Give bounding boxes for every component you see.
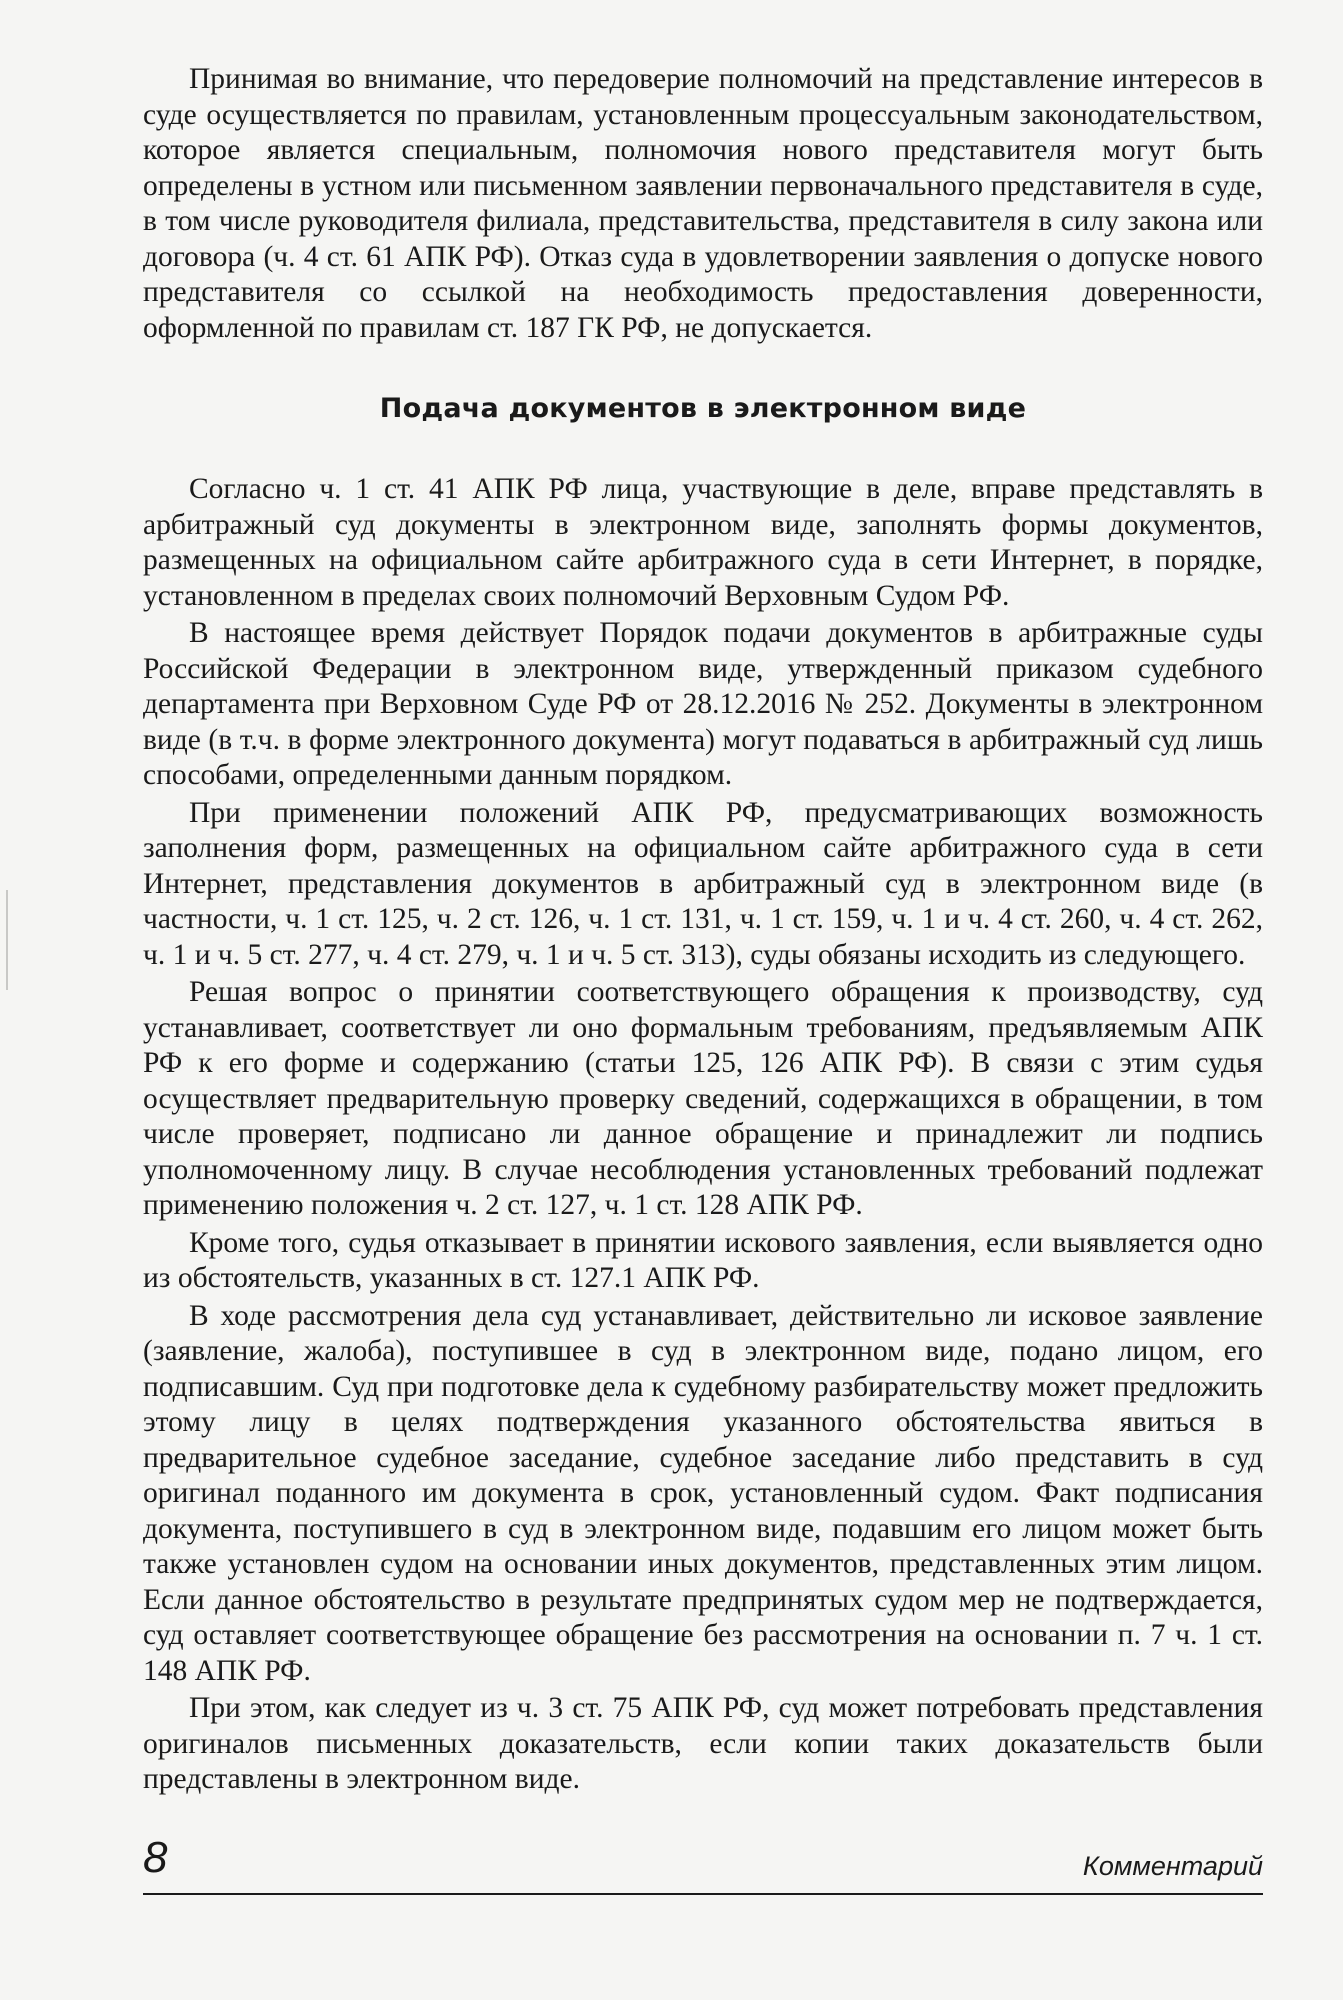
footer-divider — [143, 1893, 1263, 1895]
body-paragraph: Согласно ч. 1 ст. 41 АПК РФ лица, участвующие в деле, вправе представлять в арбитражный суд документы в электронном виде, заполнять формы документов, размещенных на официальном сайте арбитражного суда в сети Интернет, в порядке, установленном в пределах своих полномочий Верховным Судом РФ. — [143, 473, 1263, 612]
body-paragraph: В настоящее время действует Порядок подачи документов в арбитражные суды Российской Федерации в электронном виде, утвержденный приказом судебного департамента при Верховном Суде РФ от 28.12.2016 № 252. Документы в электронном виде (в т.ч. в форме электронного документа) могут подаваться в арбитражный суд лишь способами, определенными данным порядком. — [143, 617, 1263, 791]
page-body — [143, 62, 1263, 1798]
body-paragraph: Решая вопрос о принятии соответствующего обращения к производству, суд устанавливает, соответствует ли оно формальным требованиям, предъявляемым АПК РФ к его форме и содержанию (статьи 125, 126 АПК РФ). В связи с этим судья осуществляет предварительную проверку сведений, содержащихся в обращении, в том числе проверяет, подписано ли данное обращение и принадлежит ли подпись уполномоченному лицу. В случае несоблюдения установленных требований подлежат применению положения ч. 2 ст. 127, ч. 1 ст. 128 АПК РФ. — [143, 976, 1263, 1221]
page-number: 8 — [143, 1833, 168, 1882]
body-paragraph: При этом, как следует из ч. 3 ст. 75 АПК РФ, суд может потребовать представления оригиналов письменных доказательств, если копии таких доказательств были представлены в электронном виде. — [143, 1692, 1263, 1795]
body-paragraph: При применении положений АПК РФ, предусматривающих возможность заполнения форм, размещенных на официальном сайте арбитражного суда в сети Интернет, представления документов в арбитражный суд в электронном виде (в частности, ч. 1 ст. 125, ч. 2 ст. 126, ч. 1 ст. 131, ч. 1 ст. 159, ч. 1 и ч. 4 ст. 260, ч. 4 ст. 262, ч. 1 и ч. 5 ст. 277, ч. 4 ст. 279, ч. 1 и ч. 5 ст. 313), суды обязаны исходить из следующего. — [143, 796, 1263, 971]
running-footer-title: Комментарий — [1082, 1851, 1263, 1881]
body-paragraph: Принимая во внимание, что передоверие полномочий на представление интересов в суде осуществляется по правилам, установленным процессуальным законодательством, которое является специальным, полномочия нового представителя могут быть определены в устном или письменном заявлении первоначального представителя в суде, в том числе руководителя филиала, представительства, представителя в силу закона или договора (ч. 4 ст. 61 АПК РФ). Отказ суда в удовлетворении заявления о допуске нового представителя со ссылкой на необходимость предоставления доверенности, оформленной по правилам ст. 187 ГК РФ, не допускается. — [143, 63, 1263, 344]
section-heading: Подача документов в электронном виде — [379, 393, 1027, 424]
body-paragraph: В ходе рассмотрения дела суд устанавливает, действительно ли исковое заявление (заявление, жалоба), поступившее в суд в электронном виде, подано лицом, его подписавшим. Суд при подготовке дела к судебному разбирательству может предложить этому лицу в целях подтверждения указанного обстоятельства явиться в предварительное судебное заседание, судебное заседание либо представить в суд оригинал поданного им документа в срок, установленный судом. Факт подписания документа, поступившего в суд в электронном виде, подавшим его лицом может быть также установлен судом на основании иных документов, представленных этим лицом. Если данное обстоятельство в результате предпринятых судом мер не подтверждается, суд оставляет соответствующее обращение без рассмотрения на основании п. 7 ч. 1 ст. 148 АПК РФ. — [143, 1299, 1263, 1687]
body-paragraph: Кроме того, судья отказывает в принятии искового заявления, если выявляется одно из обстоятельств, указанных в ст. 127.1 АПК РФ. — [143, 1226, 1263, 1294]
scan-margin-mark — [6, 890, 8, 990]
